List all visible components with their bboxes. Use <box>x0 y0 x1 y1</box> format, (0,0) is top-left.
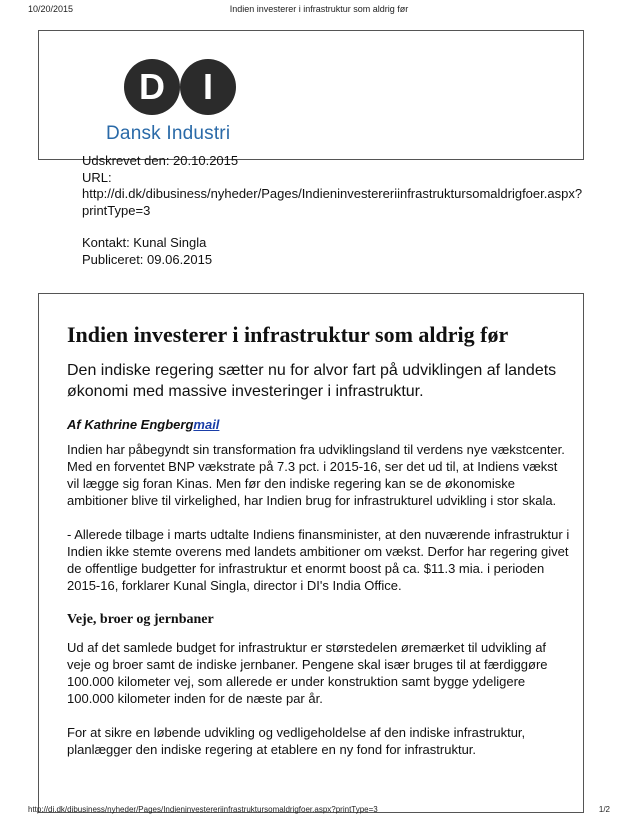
contact: Kontakt: Kunal Singla <box>82 235 207 250</box>
print-footer <box>0 805 638 819</box>
article-paragraph: For at sikre en løbende udvikling og vedligeholdelse af den indiske infrastruktur, planlægger den indiske regering at etablere en ny fond for infrastruktur. <box>67 725 526 757</box>
print-date: 10/20/2015 <box>28 4 74 14</box>
author-name: Af Kathrine Engberg <box>67 417 194 432</box>
logo-letter-d: D <box>139 66 165 107</box>
print-meta <box>82 153 622 268</box>
url-label: URL: <box>82 169 112 185</box>
mail-link[interactable]: mail <box>193 417 220 432</box>
published-date: Publiceret: 09.06.2015 <box>82 251 213 267</box>
logo-circle-i <box>180 59 236 115</box>
footer-url: http://di.dk/dibusiness/nyheder/Pages/Indieninvestereriinfrastruktursomaldrigfoer.aspx?printType=3 <box>28 805 378 814</box>
article-headline: Indien investerer i infrastruktur som aldrig før <box>67 322 509 347</box>
article-paragraph: Ud af det samlede budget for infrastruktur er størstedelen øremærket til udvikling af veje og broer samt de indiske jernbaner. Pengene skal især bruges til at færdiggøre 100.000 kilometer vej, som allerede er under konstruktion samt bygge ydeligere 100.000 kilometer inden for de næste par år. <box>67 640 548 706</box>
article-lead: Den indiske regering sætter nu for alvor fart på udviklingen af landets økonomi med massive investeringer i infrastruktur. <box>67 362 557 400</box>
article-paragraph: Indien har påbegyndt sin transformation fra udviklingsland til verdens nye vækstcenter. Med en forventet BNP vækstrate på 7.3 pct. i 2015-16, ser det ud til, at Indiens vækst vil lægge sig foran Kinas. Men før den indiske regering kan se de økonomiske ambitioner blive til virkelighed, har Indien brug for infrastrukturel udvikling i stor skala. <box>67 442 565 508</box>
article <box>67 322 572 775</box>
print-header <box>0 4 638 18</box>
url-line-1: http://di.dk/dibusiness/nyheder/Pages/Indieninvestereriinfrastruktursomaldrigfoer.aspx? <box>82 186 583 201</box>
logo-box <box>38 30 584 160</box>
article-box <box>38 293 584 813</box>
logo-letter-i: I <box>202 66 213 107</box>
url-line-2: printType=3 <box>82 202 151 218</box>
logo-name: Dansk Industri <box>106 123 231 144</box>
print-page-title: Indien investerer i infrastruktur som aldrig før <box>229 4 409 14</box>
page-number: 1/2 <box>598 805 610 814</box>
article-subheading: Veje, broer og jernbaner <box>67 612 214 627</box>
meta-spacer <box>82 219 622 235</box>
logo-circle-d <box>124 59 180 115</box>
printed-date: Udskrevet den: 20.10.2015 <box>82 153 239 168</box>
article-byline <box>67 416 572 433</box>
article-paragraph: - Allerede tilbage i marts udtalte Indiens finansminister, at den nuværende infrastruktur i Indien ikke stemte overens med landets ambitioner om vækst. Derfor har regering givet de offentlige budgetter for infrastruktur et enormt boost på ca. $11.3 mia. i perioden 2015-16, forklarer Kunal Singla, director i DI's India Office. <box>67 527 570 593</box>
